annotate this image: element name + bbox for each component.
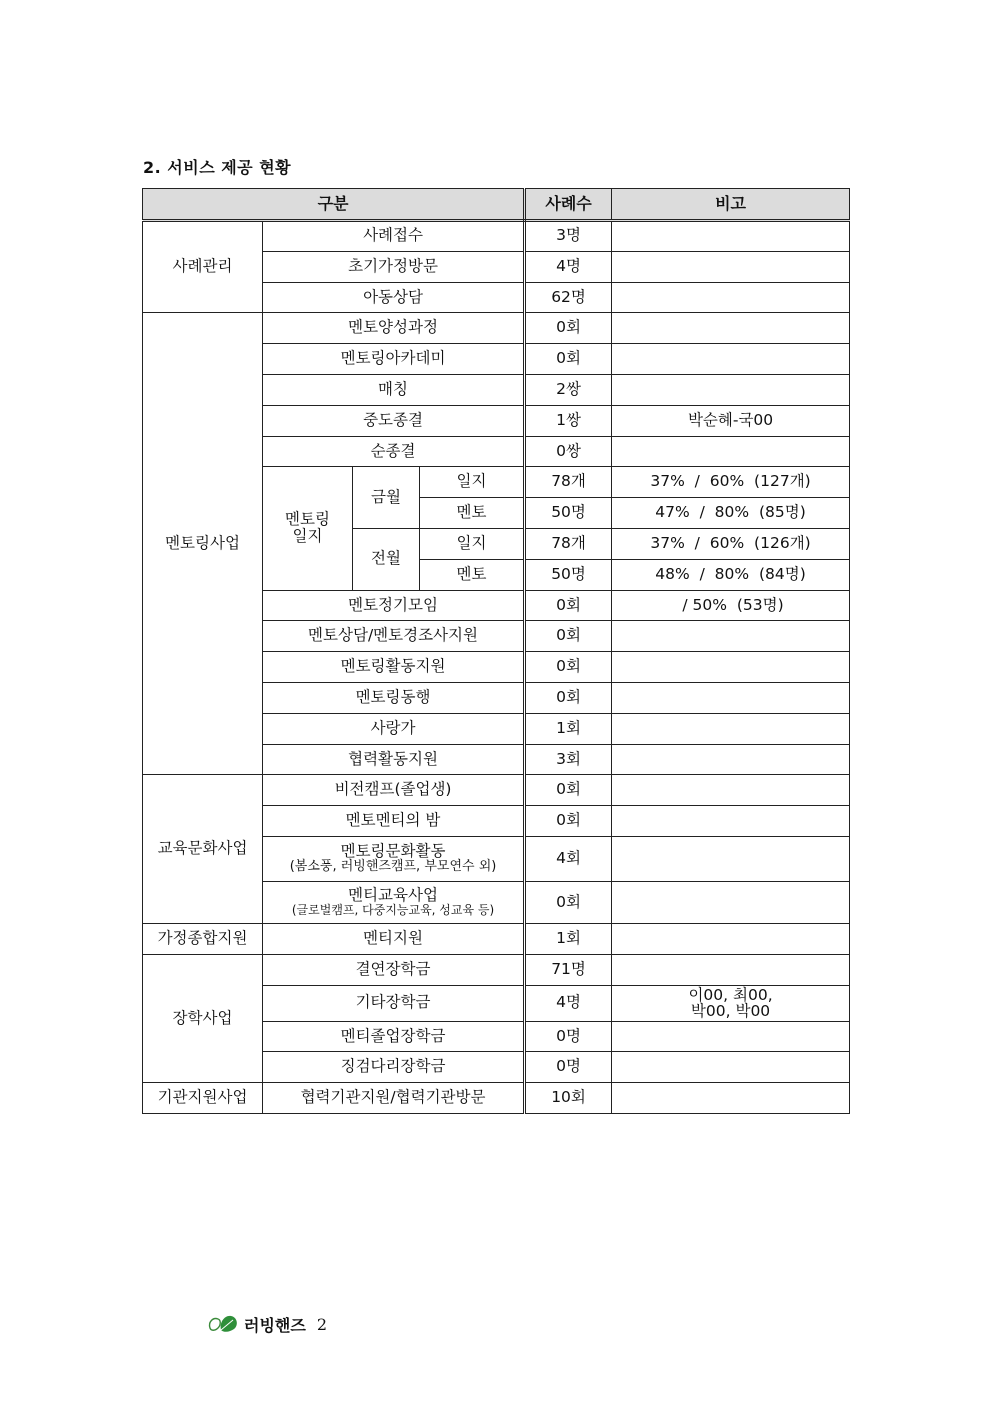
item-cell: 중도종결 [263, 405, 525, 436]
note-cell: / 50% (53명) [612, 590, 850, 621]
count-cell: 0명 [525, 1021, 612, 1052]
item-cell: 멘토상담/멘토경조사지원 [263, 621, 525, 652]
item-cell: 아동상담 [263, 282, 525, 313]
note-cell [612, 1083, 850, 1114]
item-cell: 멘토양성과정 [263, 313, 525, 344]
item-cell: 멘토링활동지원 [263, 652, 525, 683]
count-cell: 0회 [525, 590, 612, 621]
note-cell [612, 923, 850, 954]
count-cell: 3명 [525, 221, 612, 252]
note-cell [612, 881, 850, 923]
item-cell: 매칭 [263, 374, 525, 405]
footer [207, 1310, 327, 1338]
group-label-mentoring: 멘토링사업 [143, 313, 263, 775]
note-cell [612, 775, 850, 806]
note-cell: 47% / 80% (85명) [612, 498, 850, 529]
group-label-institution: 기관지원사업 [143, 1083, 263, 1114]
page-number: 2 [316, 1314, 328, 1334]
note-cell [612, 221, 850, 252]
count-cell: 78개 [525, 528, 612, 559]
count-cell: 0회 [525, 682, 612, 713]
note-cell [612, 344, 850, 375]
item-cell [263, 881, 525, 923]
count-cell: 0쌍 [525, 436, 612, 467]
item-cell: 비전캠프(졸업생) [263, 775, 525, 806]
item-cell: 협력기관지원/협력기관방문 [263, 1083, 525, 1114]
count-cell: 4명 [525, 985, 612, 1021]
count-cell: 78개 [525, 467, 612, 498]
note-cell [612, 436, 850, 467]
this-month-label: 금월 [353, 467, 420, 529]
header-note: 비고 [612, 189, 850, 221]
count-cell: 0회 [525, 621, 612, 652]
item-cell: 일지 [420, 467, 525, 498]
count-cell: 1쌍 [525, 405, 612, 436]
item-cell: 멘토링동행 [263, 682, 525, 713]
journal-label-line2: 일지 [292, 527, 323, 546]
count-cell: 0회 [525, 344, 612, 375]
header-category: 구분 [143, 189, 525, 221]
note-cell [612, 744, 850, 775]
count-cell: 0회 [525, 313, 612, 344]
note-cell: 37% / 60% (127개) [612, 467, 850, 498]
count-cell: 62명 [525, 282, 612, 313]
note-cell [612, 682, 850, 713]
item-cell: 멘토 [420, 559, 525, 590]
item-main: 멘티교육사업 [348, 885, 438, 904]
journal-label [263, 467, 353, 590]
group-label-family: 가정종합지원 [143, 923, 263, 954]
item-cell: 일지 [420, 528, 525, 559]
note-cell [612, 282, 850, 313]
count-cell: 4명 [525, 251, 612, 282]
note-cell [612, 985, 850, 1021]
table-row [143, 775, 850, 806]
table-row [143, 221, 850, 252]
leaf-logo-icon [207, 1310, 241, 1338]
note-cell [612, 652, 850, 683]
note-cell [612, 954, 850, 985]
count-cell: 0회 [525, 806, 612, 837]
note-cell [612, 251, 850, 282]
item-cell: 사례접수 [263, 221, 525, 252]
count-cell: 0명 [525, 1052, 612, 1083]
note-cell [612, 713, 850, 744]
item-cell: 초기가정방문 [263, 251, 525, 282]
note-cell [612, 621, 850, 652]
journal-label-line1: 멘토링 [285, 509, 330, 528]
count-cell: 0회 [525, 652, 612, 683]
item-cell: 멘토멘티의 밤 [263, 806, 525, 837]
item-cell: 순종결 [263, 436, 525, 467]
item-cell [263, 836, 525, 881]
count-cell: 3회 [525, 744, 612, 775]
note-cell [612, 836, 850, 881]
table-row [143, 954, 850, 985]
item-cell: 기타장학금 [263, 985, 525, 1021]
note-cell: 박순혜-국00 [612, 405, 850, 436]
item-cell: 멘티지원 [263, 923, 525, 954]
table-header-row [143, 189, 850, 221]
count-cell: 2쌍 [525, 374, 612, 405]
count-cell: 10회 [525, 1083, 612, 1114]
item-cell: 결연장학금 [263, 954, 525, 985]
count-cell: 4회 [525, 836, 612, 881]
service-status-table [142, 188, 850, 1114]
item-main: 멘토링문화활동 [340, 841, 446, 860]
count-cell: 71명 [525, 954, 612, 985]
table-row [143, 923, 850, 954]
table-row [143, 1083, 850, 1114]
item-sub: (글로벌캠프, 다중지능교육, 성교육 등) [291, 903, 495, 918]
item-cell: 멘토링아카데미 [263, 344, 525, 375]
table-row [143, 313, 850, 344]
note-cell: 48% / 80% (84명) [612, 559, 850, 590]
item-cell: 사랑가 [263, 713, 525, 744]
item-cell: 멘토 [420, 498, 525, 529]
count-cell: 50명 [525, 559, 612, 590]
note-cell [612, 1052, 850, 1083]
item-cell: 멘티졸업장학금 [263, 1021, 525, 1052]
note-cell: 37% / 60% (126개) [612, 528, 850, 559]
note-cell [612, 806, 850, 837]
note-cell [612, 313, 850, 344]
note-line2: 박00, 박00 [690, 1002, 771, 1021]
section-title: 2. 서비스 제공 현황 [143, 158, 292, 177]
item-sub: (봄소풍, 러빙핸즈캠프, 부모연수 외) [289, 859, 497, 875]
footer-brand: 러빙핸즈 [244, 1315, 306, 1335]
count-cell: 0회 [525, 775, 612, 806]
item-cell: 멘토정기모임 [263, 590, 525, 621]
note-line1: 이00, 최00, [688, 985, 773, 1004]
count-cell: 1회 [525, 713, 612, 744]
prev-month-label: 전월 [353, 528, 420, 590]
group-label-education: 교육문화사업 [143, 775, 263, 924]
header-count: 사례수 [525, 189, 612, 221]
item-cell: 징검다리장학금 [263, 1052, 525, 1083]
count-cell: 50명 [525, 498, 612, 529]
note-cell [612, 374, 850, 405]
group-label-scholarship: 장학사업 [143, 954, 263, 1082]
count-cell: 0회 [525, 881, 612, 923]
count-cell: 1회 [525, 923, 612, 954]
group-label-case-mgmt: 사례관리 [143, 221, 263, 313]
item-cell: 협력활동지원 [263, 744, 525, 775]
note-cell [612, 1021, 850, 1052]
